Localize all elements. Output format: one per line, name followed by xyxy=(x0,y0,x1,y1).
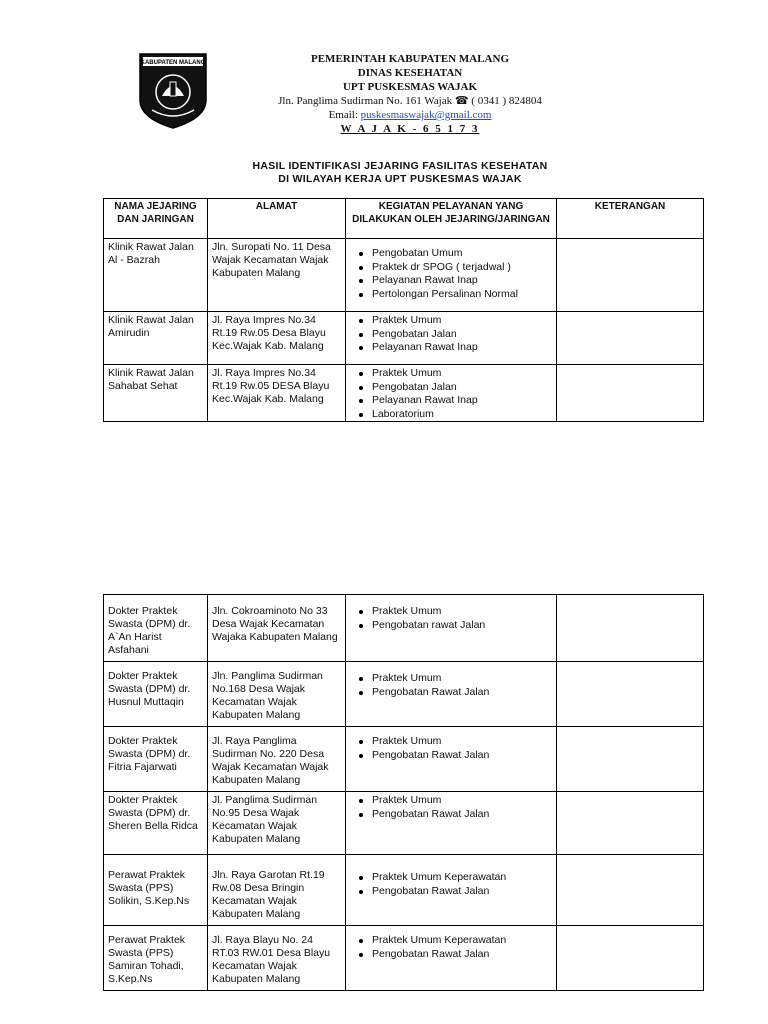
facility-note xyxy=(557,662,704,727)
telephone-icon: ☎ xyxy=(454,95,469,107)
list-item: Praktek Umum xyxy=(372,605,552,619)
table-row xyxy=(104,365,704,422)
table-header-row xyxy=(104,199,704,239)
list-item: Praktek dr SPOG ( terjadwal ) xyxy=(372,261,552,275)
facility-name: Perawat Praktek Swasta (PPS) Samiran Tohadi, S.Kep.Ns xyxy=(104,926,208,991)
facility-address: Jl. Raya Blayu No. 24 RT.03 RW.01 Desa Blayu Kecamatan Wajak Kabupaten Malang xyxy=(208,926,346,991)
table-row xyxy=(104,595,704,662)
facility-note xyxy=(557,239,704,312)
header-services: KEGIATAN PELAYANAN YANG DILAKUKAN OLEH JEJARING/JARINGAN xyxy=(346,199,557,239)
facility-services xyxy=(346,926,557,991)
list-item: Praktek Umum xyxy=(372,672,552,686)
unit-name: UPT PUSKESMAS WAJAK xyxy=(342,81,478,93)
facility-services xyxy=(346,727,557,792)
address-line xyxy=(230,94,590,108)
facility-address: Jl. Raya Impres No.34 Rt.19 Rw.05 DESA Blayu Kec.Wajak Kab. Malang xyxy=(208,365,346,422)
postal-code: W A J A K - 6 5 1 7 3 xyxy=(340,123,480,135)
facility-services xyxy=(346,365,557,422)
facility-note xyxy=(557,855,704,926)
facility-services xyxy=(346,792,557,855)
email-link[interactable]: puskesmaswajak@gmail.com xyxy=(360,109,492,121)
kabupaten-malang-emblem xyxy=(138,52,208,130)
list-item: Pengobatan Rawat Jalan xyxy=(372,686,552,700)
facility-services xyxy=(346,662,557,727)
list-item: Praktek Umum xyxy=(372,735,552,749)
facility-address: Jl. Raya Panglima Sudirman No. 220 Desa Wajak Kecamatan Wajak Kabupaten Malang xyxy=(208,727,346,792)
facility-table-part-2 xyxy=(103,594,704,991)
title-line-2: DI WILAYAH KERJA UPT PUSKESMAS WAJAK xyxy=(278,173,522,185)
facility-note xyxy=(557,926,704,991)
table-row xyxy=(104,855,704,926)
header-notes: KETERANGAN xyxy=(557,199,704,239)
list-item: Pengobatan rawat Jalan xyxy=(372,619,552,633)
email-label: Email: xyxy=(328,109,361,121)
facility-table-part-1 xyxy=(103,198,704,422)
list-item: Pengobatan Rawat Jalan xyxy=(372,749,552,763)
table-row xyxy=(104,662,704,727)
facility-name: Perawat Praktek Swasta (PPS) Solikin, S.Kep.Ns xyxy=(104,855,208,926)
list-item: Pelayanan Rawat Inap xyxy=(372,274,552,288)
list-item: Pelayanan Rawat Inap xyxy=(372,394,552,408)
list-item: Pengobatan Jalan xyxy=(372,381,552,395)
facility-name: Dokter Praktek Swasta (DPM) dr. Husnul Muttaqin xyxy=(104,662,208,727)
facility-name: Dokter Praktek Swasta (DPM) dr. Fitria Fajarwati xyxy=(104,727,208,792)
facility-address: Jl. Panglima Sudirman No.95 Desa Wajak Kecamatan Wajak Kabupaten Malang xyxy=(208,792,346,855)
facility-address: Jln. Raya Garotan Rt.19 Rw.08 Desa Bringin Kecamatan Wajak Kabupaten Malang xyxy=(208,855,346,926)
table-row xyxy=(104,239,704,312)
svg-text:KABUPATEN MALANG: KABUPATEN MALANG xyxy=(140,60,206,66)
header-address: ALAMAT xyxy=(208,199,346,239)
facility-services xyxy=(346,595,557,662)
list-item: Pengobatan Umum xyxy=(372,247,552,261)
address: Jln. Panglima Sudirman No. 161 Wajak xyxy=(278,95,453,107)
table-row xyxy=(104,926,704,991)
facility-note xyxy=(557,365,704,422)
facility-address: Jln. Panglima Sudirman No.168 Desa Wajak Kecamatan Wajak Kabupaten Malang xyxy=(208,662,346,727)
facility-note xyxy=(557,727,704,792)
list-item: Pertolongan Persalinan Normal xyxy=(372,288,552,302)
title-line-1: HASIL IDENTIFIKASI JEJARING FASILITAS KESEHATAN xyxy=(252,160,548,172)
facility-note xyxy=(557,312,704,365)
list-item: Pengobatan Rawat Jalan xyxy=(372,808,552,822)
list-item: Praktek Umum xyxy=(372,794,552,808)
table-row xyxy=(104,727,704,792)
facility-name: Dokter Praktek Swasta (DPM) dr. Sheren Bella Ridca xyxy=(104,792,208,855)
list-item: Praktek Umum xyxy=(372,314,552,328)
facility-services xyxy=(346,239,557,312)
list-item: Praktek Umum Keperawatan xyxy=(372,871,552,885)
phone-number: ( 0341 ) 824804 xyxy=(471,95,542,107)
list-item: Pengobatan Rawat Jalan xyxy=(372,885,552,899)
department-name: DINAS KESEHATAN xyxy=(357,67,463,79)
list-item: Laboratorium xyxy=(372,408,552,422)
facility-name: Klinik Rawat Jalan Amirudin xyxy=(104,312,208,365)
facility-address: Jl. Raya Impres No.34 Rt.19 Rw.05 Desa Blayu Kec.Wajak Kab. Malang xyxy=(208,312,346,365)
document-title xyxy=(180,160,620,186)
table-row xyxy=(104,792,704,855)
letterhead xyxy=(230,52,590,136)
list-item: Praktek Umum Keperawatan xyxy=(372,934,552,948)
email-line xyxy=(230,108,590,122)
facility-services xyxy=(346,312,557,365)
facility-note xyxy=(557,792,704,855)
facility-name: Klinik Rawat Jalan Sahabat Sehat xyxy=(104,365,208,422)
facility-services xyxy=(346,855,557,926)
facility-name: Klinik Rawat Jalan Al - Bazrah xyxy=(104,239,208,312)
facility-address: Jln. Cokroaminoto No 33 Desa Wajak Kecamatan Wajaka Kabupaten Malang xyxy=(208,595,346,662)
table-row xyxy=(104,312,704,365)
list-item: Pengobatan Rawat Jalan xyxy=(372,948,552,962)
list-item: Pelayanan Rawat Inap xyxy=(372,341,552,355)
facility-address: Jln. Suropati No. 11 Desa Wajak Kecamatan Wajak Kabupaten Malang xyxy=(208,239,346,312)
government-name: PEMERINTAH KABUPATEN MALANG xyxy=(311,53,509,65)
header-name: NAMA JEJARING DAN JARINGAN xyxy=(104,199,208,239)
list-item: Pengobatan Jalan xyxy=(372,328,552,342)
facility-name: Dokter Praktek Swasta (DPM) dr. A`An Harist Asfahani xyxy=(104,595,208,662)
list-item: Praktek Umum xyxy=(372,367,552,381)
facility-note xyxy=(557,595,704,662)
